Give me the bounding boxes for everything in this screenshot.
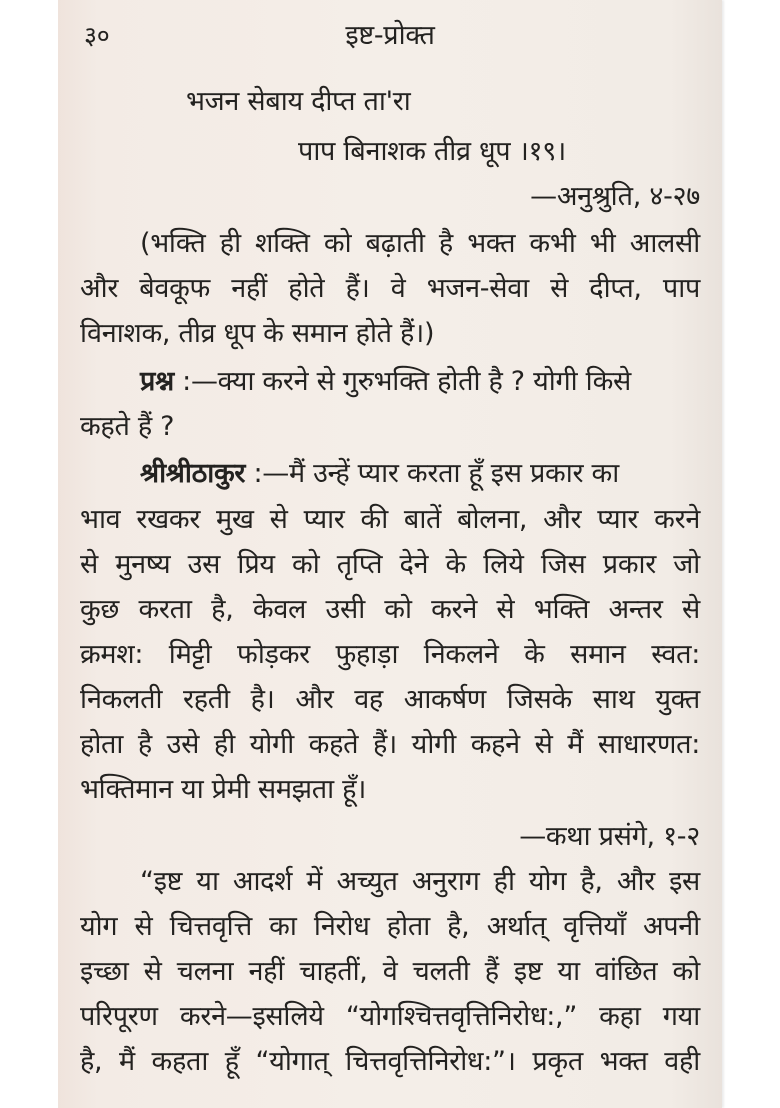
question-text-1: क्या करने से गुरुभक्ति होती है ? योगी किसे (217, 366, 632, 397)
answer-citation: —कथा प्रसंगे, १-२ (519, 821, 700, 852)
running-title: इष्ट-प्रोक्त (345, 20, 435, 51)
question-label: प्रश्न (140, 366, 174, 397)
quote-line-5: है, मैं कहता हूँ “योगात् चित्तवृत्तिनिरोध:”। प्रकृत भक्त वही (80, 1046, 700, 1077)
explanation-line-3: विनाशक, तीव्र धूप के समान होते हैं।) (80, 318, 435, 349)
answer-line-8: भक्तिमान या प्रेमी समझता हूँ। (80, 774, 367, 805)
question-line-2: कहते हैं ? (80, 411, 175, 442)
quote-line-1: “इष्ट या आदर्श में अच्युत अनुराग ही योग है, और इस (140, 866, 700, 897)
answer-line-4: कुछ करता है, केवल उसी को करने से भक्ति अन्तर से (80, 594, 700, 625)
verse-citation: —अनुश्रुति, ४-२७ (530, 181, 700, 212)
question-line-1 (140, 364, 700, 400)
answer-speaker: श्रीश्रीठाकुर (140, 458, 246, 489)
answer-separator: :— (245, 458, 289, 489)
answer-line-1 (140, 456, 619, 492)
quote-line-2: योग से चित्तवृत्ति का निरोध होता है, अर्थात् वृत्तियाँ अपनी (80, 911, 700, 942)
answer-text-1: मैं उन्हें प्यार करता हूँ इस प्रकार का (288, 458, 619, 489)
quote-line-3: इच्छा से चलना नहीं चाहतीं, वे चलती हैं इष्ट या वांछित को (80, 956, 700, 987)
book-page (58, 0, 722, 1108)
verse-line-2: पाप बिनाशक तीव्र धूप ।१९। (298, 136, 566, 167)
explanation-line-2: और बेवकूफ नहीं होते हैं। वे भजन-सेवा से दीप्त, पाप (80, 273, 700, 304)
question-separator: :— (173, 366, 218, 397)
answer-line-3: से मुनष्य उस प्रिय को तृप्ति देने के लिये जिस प्रकार जो (80, 549, 700, 580)
verse-line-1: भजन सेबाय दीप्त ता'रा (186, 86, 411, 117)
answer-line-7: होता है उसे ही योगी कहते हैं। योगी कहने से मैं साधारणत: (80, 729, 700, 760)
page-number: ३० (84, 21, 110, 50)
explanation-line-1: (भक्ति ही शक्ति को बढ़ाती है भक्त कभी भी आलसी (140, 228, 700, 259)
answer-line-6: निकलती रहती है। और वह आकर्षण जिसके साथ युक्त (80, 684, 700, 715)
quote-line-4: परिपूरण करने—इसलिये “योगश्चित्तवृत्तिनिरोध:,” कहा गया (80, 1001, 700, 1032)
answer-line-5: क्रमश: मिट्टी फोड़कर फुहाड़ा निकलने के समान स्वत: (80, 639, 700, 670)
answer-line-2: भाव रखकर मुख से प्यार की बातें बोलना, और प्यार करने (80, 504, 700, 535)
